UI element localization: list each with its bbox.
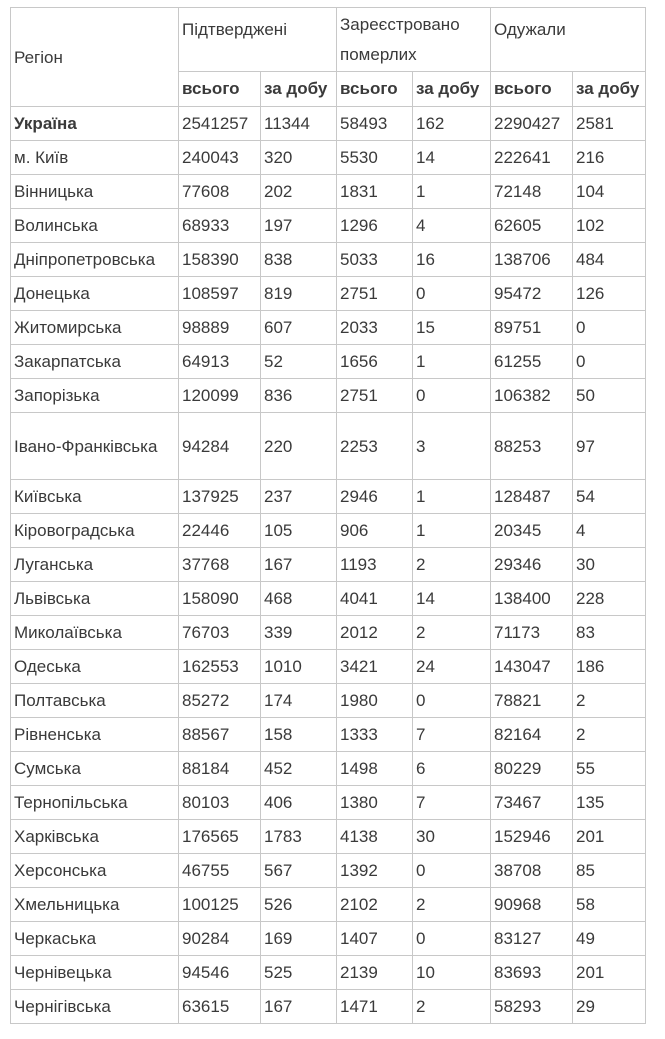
table-row — [11, 956, 646, 990]
recovered-per-day-cell: 4 — [573, 514, 646, 548]
confirmed-per-day-cell: 202 — [261, 175, 337, 209]
deaths-per-day-cell: 16 — [413, 243, 491, 277]
recovered-total-cell: 83127 — [491, 922, 573, 956]
recovered-total-cell: 106382 — [491, 379, 573, 413]
recovered-per-day-cell: 135 — [573, 786, 646, 820]
header-confirmed-per-day: за добу — [261, 72, 337, 107]
recovered-per-day-cell: 49 — [573, 922, 646, 956]
confirmed-per-day-cell: 607 — [261, 311, 337, 345]
covid-stats-table-container — [10, 7, 665, 1024]
header-row-groups — [11, 8, 646, 72]
deaths-total-cell: 1980 — [337, 684, 413, 718]
confirmed-total-cell: 77608 — [179, 175, 261, 209]
recovered-per-day-cell: 186 — [573, 650, 646, 684]
deaths-total-cell: 1296 — [337, 209, 413, 243]
confirmed-per-day-cell: 174 — [261, 684, 337, 718]
confirmed-total-cell: 94546 — [179, 956, 261, 990]
confirmed-per-day-cell: 836 — [261, 379, 337, 413]
deaths-total-cell: 906 — [337, 514, 413, 548]
confirmed-per-day-cell: 525 — [261, 956, 337, 990]
region-cell: Івано-Франківська — [11, 413, 179, 480]
table-row — [11, 277, 646, 311]
recovered-per-day-cell: 97 — [573, 413, 646, 480]
confirmed-per-day-cell: 158 — [261, 718, 337, 752]
deaths-per-day-cell: 7 — [413, 786, 491, 820]
table-row — [11, 209, 646, 243]
region-cell: Дніпропетровська — [11, 243, 179, 277]
confirmed-total-cell: 162553 — [179, 650, 261, 684]
region-cell: Вінницька — [11, 175, 179, 209]
deaths-total-cell: 3421 — [337, 650, 413, 684]
deaths-total-cell: 1407 — [337, 922, 413, 956]
confirmed-total-cell: 68933 — [179, 209, 261, 243]
table-body — [11, 107, 646, 1024]
recovered-total-cell: 78821 — [491, 684, 573, 718]
recovered-per-day-cell: 484 — [573, 243, 646, 277]
region-cell: Луганська — [11, 548, 179, 582]
recovered-per-day-cell: 2 — [573, 684, 646, 718]
table-row — [11, 345, 646, 379]
table-row — [11, 480, 646, 514]
deaths-per-day-cell: 15 — [413, 311, 491, 345]
deaths-per-day-cell: 0 — [413, 922, 491, 956]
deaths-total-cell: 1193 — [337, 548, 413, 582]
confirmed-per-day-cell: 819 — [261, 277, 337, 311]
deaths-per-day-cell: 2 — [413, 548, 491, 582]
deaths-total-cell: 2751 — [337, 379, 413, 413]
confirmed-total-cell: 100125 — [179, 888, 261, 922]
confirmed-per-day-cell: 406 — [261, 786, 337, 820]
deaths-per-day-cell: 7 — [413, 718, 491, 752]
deaths-total-cell: 5530 — [337, 141, 413, 175]
recovered-per-day-cell: 29 — [573, 990, 646, 1024]
table-row — [11, 854, 646, 888]
recovered-total-cell: 90968 — [491, 888, 573, 922]
recovered-total-cell: 2290427 — [491, 107, 573, 141]
confirmed-total-cell: 137925 — [179, 480, 261, 514]
deaths-per-day-cell: 3 — [413, 413, 491, 480]
table-row — [11, 786, 646, 820]
deaths-per-day-cell: 4 — [413, 209, 491, 243]
recovered-per-day-cell: 102 — [573, 209, 646, 243]
recovered-per-day-cell: 0 — [573, 345, 646, 379]
table-row — [11, 141, 646, 175]
table-row — [11, 922, 646, 956]
covid-stats-table — [10, 7, 646, 1024]
confirmed-per-day-cell: 1783 — [261, 820, 337, 854]
recovered-per-day-cell: 85 — [573, 854, 646, 888]
header-deaths-total: всього — [337, 72, 413, 107]
confirmed-total-cell: 158390 — [179, 243, 261, 277]
recovered-total-cell: 80229 — [491, 752, 573, 786]
confirmed-per-day-cell: 237 — [261, 480, 337, 514]
confirmed-total-cell: 90284 — [179, 922, 261, 956]
confirmed-total-cell: 88184 — [179, 752, 261, 786]
recovered-total-cell: 89751 — [491, 311, 573, 345]
region-cell: Чернігівська — [11, 990, 179, 1024]
recovered-per-day-cell: 104 — [573, 175, 646, 209]
deaths-total-cell: 2946 — [337, 480, 413, 514]
confirmed-per-day-cell: 838 — [261, 243, 337, 277]
region-cell: Україна — [11, 107, 179, 141]
confirmed-total-cell: 64913 — [179, 345, 261, 379]
confirmed-per-day-cell: 567 — [261, 854, 337, 888]
confirmed-total-cell: 2541257 — [179, 107, 261, 141]
region-cell: Полтавська — [11, 684, 179, 718]
header-confirmed-total: всього — [179, 72, 261, 107]
recovered-total-cell: 82164 — [491, 718, 573, 752]
recovered-per-day-cell: 83 — [573, 616, 646, 650]
confirmed-per-day-cell: 167 — [261, 548, 337, 582]
region-cell: Житомирська — [11, 311, 179, 345]
confirmed-per-day-cell: 452 — [261, 752, 337, 786]
confirmed-total-cell: 158090 — [179, 582, 261, 616]
confirmed-total-cell: 63615 — [179, 990, 261, 1024]
recovered-total-cell: 38708 — [491, 854, 573, 888]
recovered-per-day-cell: 201 — [573, 956, 646, 990]
deaths-per-day-cell: 162 — [413, 107, 491, 141]
region-cell: Одеська — [11, 650, 179, 684]
deaths-total-cell: 2012 — [337, 616, 413, 650]
header-confirmed: Підтверджені — [179, 8, 337, 72]
region-cell: Донецька — [11, 277, 179, 311]
region-cell: Тернопільська — [11, 786, 179, 820]
region-cell: Кіровоградська — [11, 514, 179, 548]
header-deaths: Зареєстровано померлих — [337, 8, 491, 72]
confirmed-per-day-cell: 1010 — [261, 650, 337, 684]
confirmed-per-day-cell: 52 — [261, 345, 337, 379]
region-cell: Сумська — [11, 752, 179, 786]
table-row — [11, 616, 646, 650]
deaths-per-day-cell: 0 — [413, 854, 491, 888]
recovered-per-day-cell: 216 — [573, 141, 646, 175]
confirmed-total-cell: 176565 — [179, 820, 261, 854]
confirmed-total-cell: 46755 — [179, 854, 261, 888]
deaths-total-cell: 1498 — [337, 752, 413, 786]
confirmed-total-cell: 76703 — [179, 616, 261, 650]
deaths-total-cell: 2253 — [337, 413, 413, 480]
recovered-per-day-cell: 228 — [573, 582, 646, 616]
header-deaths-per-day: за добу — [413, 72, 491, 107]
table-row — [11, 684, 646, 718]
deaths-per-day-cell: 0 — [413, 684, 491, 718]
confirmed-per-day-cell: 105 — [261, 514, 337, 548]
confirmed-total-cell: 85272 — [179, 684, 261, 718]
recovered-total-cell: 61255 — [491, 345, 573, 379]
table-row — [11, 820, 646, 854]
recovered-total-cell: 138706 — [491, 243, 573, 277]
table-row — [11, 752, 646, 786]
confirmed-total-cell: 108597 — [179, 277, 261, 311]
deaths-total-cell: 2102 — [337, 888, 413, 922]
confirmed-per-day-cell: 167 — [261, 990, 337, 1024]
recovered-total-cell: 73467 — [491, 786, 573, 820]
recovered-total-cell: 143047 — [491, 650, 573, 684]
recovered-total-cell: 88253 — [491, 413, 573, 480]
deaths-total-cell: 1656 — [337, 345, 413, 379]
region-cell: Запорізька — [11, 379, 179, 413]
confirmed-per-day-cell: 339 — [261, 616, 337, 650]
deaths-per-day-cell: 30 — [413, 820, 491, 854]
deaths-per-day-cell: 1 — [413, 514, 491, 548]
region-cell: Закарпатська — [11, 345, 179, 379]
region-cell: Рівненська — [11, 718, 179, 752]
region-cell: м. Київ — [11, 141, 179, 175]
confirmed-per-day-cell: 169 — [261, 922, 337, 956]
recovered-per-day-cell: 0 — [573, 311, 646, 345]
deaths-per-day-cell: 14 — [413, 582, 491, 616]
confirmed-per-day-cell: 197 — [261, 209, 337, 243]
deaths-per-day-cell: 0 — [413, 379, 491, 413]
deaths-total-cell: 2751 — [337, 277, 413, 311]
recovered-total-cell: 20345 — [491, 514, 573, 548]
confirmed-total-cell: 22446 — [179, 514, 261, 548]
recovered-per-day-cell: 2 — [573, 718, 646, 752]
recovered-total-cell: 72148 — [491, 175, 573, 209]
table-header — [11, 8, 646, 107]
deaths-total-cell: 1471 — [337, 990, 413, 1024]
confirmed-per-day-cell: 11344 — [261, 107, 337, 141]
recovered-total-cell: 138400 — [491, 582, 573, 616]
region-cell: Київська — [11, 480, 179, 514]
confirmed-total-cell: 37768 — [179, 548, 261, 582]
recovered-per-day-cell: 58 — [573, 888, 646, 922]
recovered-total-cell: 95472 — [491, 277, 573, 311]
table-row — [11, 548, 646, 582]
table-row — [11, 650, 646, 684]
deaths-total-cell: 1831 — [337, 175, 413, 209]
header-recovered-per-day: за добу — [573, 72, 646, 107]
recovered-per-day-cell: 201 — [573, 820, 646, 854]
table-row — [11, 582, 646, 616]
deaths-per-day-cell: 0 — [413, 277, 491, 311]
header-recovered-total: всього — [491, 72, 573, 107]
deaths-per-day-cell: 1 — [413, 480, 491, 514]
confirmed-total-cell: 94284 — [179, 413, 261, 480]
region-cell: Харківська — [11, 820, 179, 854]
confirmed-per-day-cell: 526 — [261, 888, 337, 922]
recovered-per-day-cell: 54 — [573, 480, 646, 514]
header-region: Регіон — [11, 8, 179, 107]
header-recovered: Одужали — [491, 8, 646, 72]
recovered-total-cell: 58293 — [491, 990, 573, 1024]
deaths-per-day-cell: 1 — [413, 175, 491, 209]
region-cell: Черкаська — [11, 922, 179, 956]
recovered-total-cell: 222641 — [491, 141, 573, 175]
recovered-total-cell: 71173 — [491, 616, 573, 650]
table-row — [11, 413, 646, 480]
recovered-total-cell: 29346 — [491, 548, 573, 582]
table-row — [11, 243, 646, 277]
confirmed-per-day-cell: 220 — [261, 413, 337, 480]
deaths-per-day-cell: 10 — [413, 956, 491, 990]
region-cell: Чернівецька — [11, 956, 179, 990]
deaths-total-cell: 5033 — [337, 243, 413, 277]
table-row — [11, 379, 646, 413]
deaths-per-day-cell: 24 — [413, 650, 491, 684]
deaths-total-cell: 1380 — [337, 786, 413, 820]
recovered-per-day-cell: 50 — [573, 379, 646, 413]
table-row — [11, 175, 646, 209]
deaths-total-cell: 1333 — [337, 718, 413, 752]
deaths-per-day-cell: 6 — [413, 752, 491, 786]
deaths-total-cell: 4138 — [337, 820, 413, 854]
region-cell: Волинська — [11, 209, 179, 243]
table-row — [11, 514, 646, 548]
confirmed-per-day-cell: 320 — [261, 141, 337, 175]
recovered-per-day-cell: 30 — [573, 548, 646, 582]
table-row — [11, 718, 646, 752]
table-row — [11, 990, 646, 1024]
deaths-total-cell: 2033 — [337, 311, 413, 345]
recovered-total-cell: 83693 — [491, 956, 573, 990]
recovered-per-day-cell: 2581 — [573, 107, 646, 141]
deaths-per-day-cell: 14 — [413, 141, 491, 175]
deaths-total-cell: 1392 — [337, 854, 413, 888]
confirmed-total-cell: 98889 — [179, 311, 261, 345]
deaths-per-day-cell: 2 — [413, 888, 491, 922]
deaths-per-day-cell: 1 — [413, 345, 491, 379]
deaths-total-cell: 58493 — [337, 107, 413, 141]
confirmed-total-cell: 80103 — [179, 786, 261, 820]
region-cell: Львівська — [11, 582, 179, 616]
confirmed-per-day-cell: 468 — [261, 582, 337, 616]
deaths-total-cell: 2139 — [337, 956, 413, 990]
recovered-total-cell: 152946 — [491, 820, 573, 854]
region-cell: Миколаївська — [11, 616, 179, 650]
deaths-per-day-cell: 2 — [413, 990, 491, 1024]
recovered-per-day-cell: 126 — [573, 277, 646, 311]
table-row — [11, 311, 646, 345]
table-row-total — [11, 107, 646, 141]
table-row — [11, 888, 646, 922]
confirmed-total-cell: 240043 — [179, 141, 261, 175]
deaths-per-day-cell: 2 — [413, 616, 491, 650]
recovered-total-cell: 62605 — [491, 209, 573, 243]
region-cell: Хмельницька — [11, 888, 179, 922]
confirmed-total-cell: 120099 — [179, 379, 261, 413]
recovered-total-cell: 128487 — [491, 480, 573, 514]
confirmed-total-cell: 88567 — [179, 718, 261, 752]
region-cell: Херсонська — [11, 854, 179, 888]
recovered-per-day-cell: 55 — [573, 752, 646, 786]
deaths-total-cell: 4041 — [337, 582, 413, 616]
